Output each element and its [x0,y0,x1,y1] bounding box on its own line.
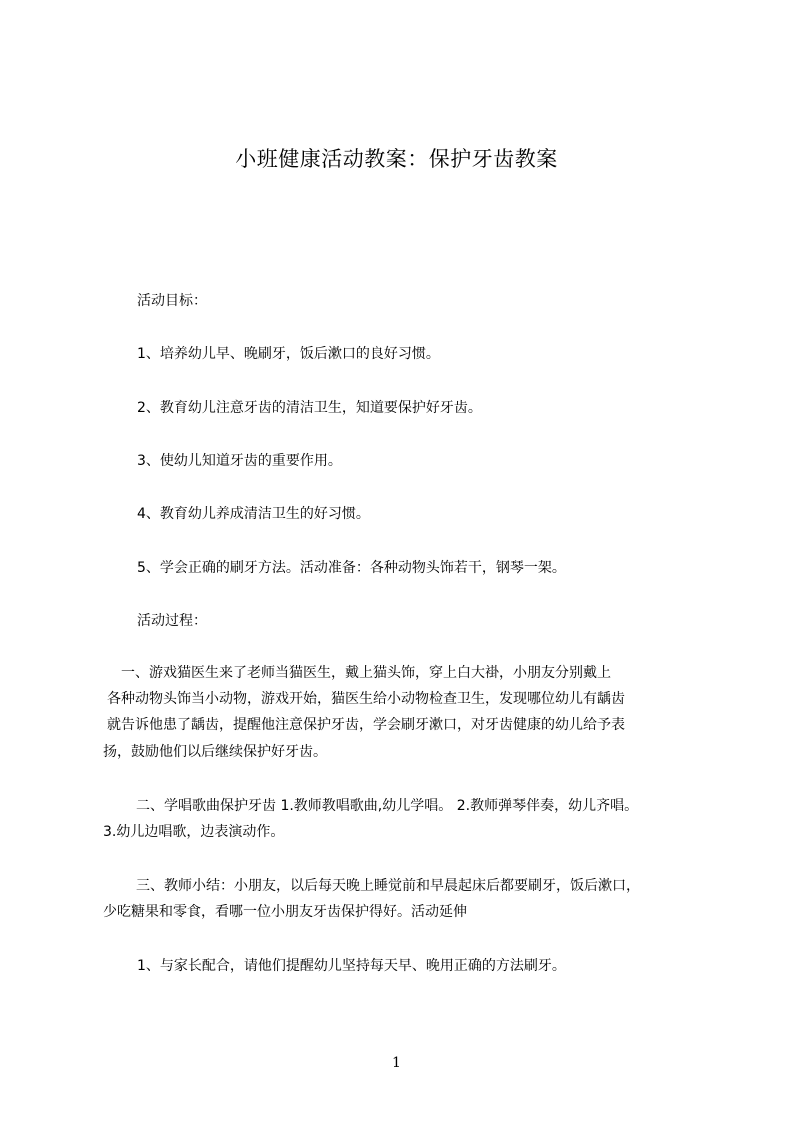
document-title: 小班健康活动教案：保护牙齿教案 [235,147,558,171]
step2-line-1: 二、学唱歌曲保护牙齿 1.教师教唱歌曲,幼儿学唱。 2.教师弹琴伴奏，幼儿齐唱。 [136,798,639,814]
step1-line-2: 各种动物头饰当小动物，游戏开始，猫医生给小动物检查卫生，发现哪位幼儿有龋齿 [107,691,625,707]
step2-line-2: 3.幼儿边唱歌，边表演动作。 [103,824,285,840]
page-number: 1 [392,1055,401,1071]
goal-item-4: 4、教育幼儿养成清洁卫生的好习惯。 [137,506,370,522]
step1-line-4: 扬，鼓励他们以后继续保护好牙齿。 [103,744,327,760]
extension-item-1: 1、与家长配合，请他们提醒幼儿坚持每天早、晚用正确的方法刷牙。 [137,958,566,974]
goal-item-2: 2、教育幼儿注意牙齿的清洁卫生，知道要保护好牙齿。 [137,400,482,416]
goal-item-1: 1、培养幼儿早、晚刷牙，饭后漱口的良好习惯。 [137,346,440,362]
goal-item-3: 3、使幼儿知道牙齿的重要作用。 [137,453,342,469]
step1-line-3: 就告诉他患了龋齿，提醒他注意保护牙齿，学会刷牙漱口，对牙齿健康的幼儿给予表 [107,717,625,733]
step3-line-1: 三、教师小结：小朋友，以后每天晚上睡觉前和早晨起床后都要刷牙，饭后漱口， [136,878,640,894]
goals-heading: 活动目标： [137,293,207,309]
goal-item-5: 5、学会正确的刷牙方法。活动准备：各种动物头饰若干，钢琴一架。 [137,560,566,576]
step1-line-1: 一、游戏猫医生来了老师当猫医生，戴上猫头饰，穿上白大褂，小朋友分别戴上 [121,665,611,681]
process-heading: 活动过程： [137,613,207,629]
step3-line-2: 少吃糖果和零食，看哪一位小朋友牙齿保护得好。活动延伸 [103,904,467,920]
